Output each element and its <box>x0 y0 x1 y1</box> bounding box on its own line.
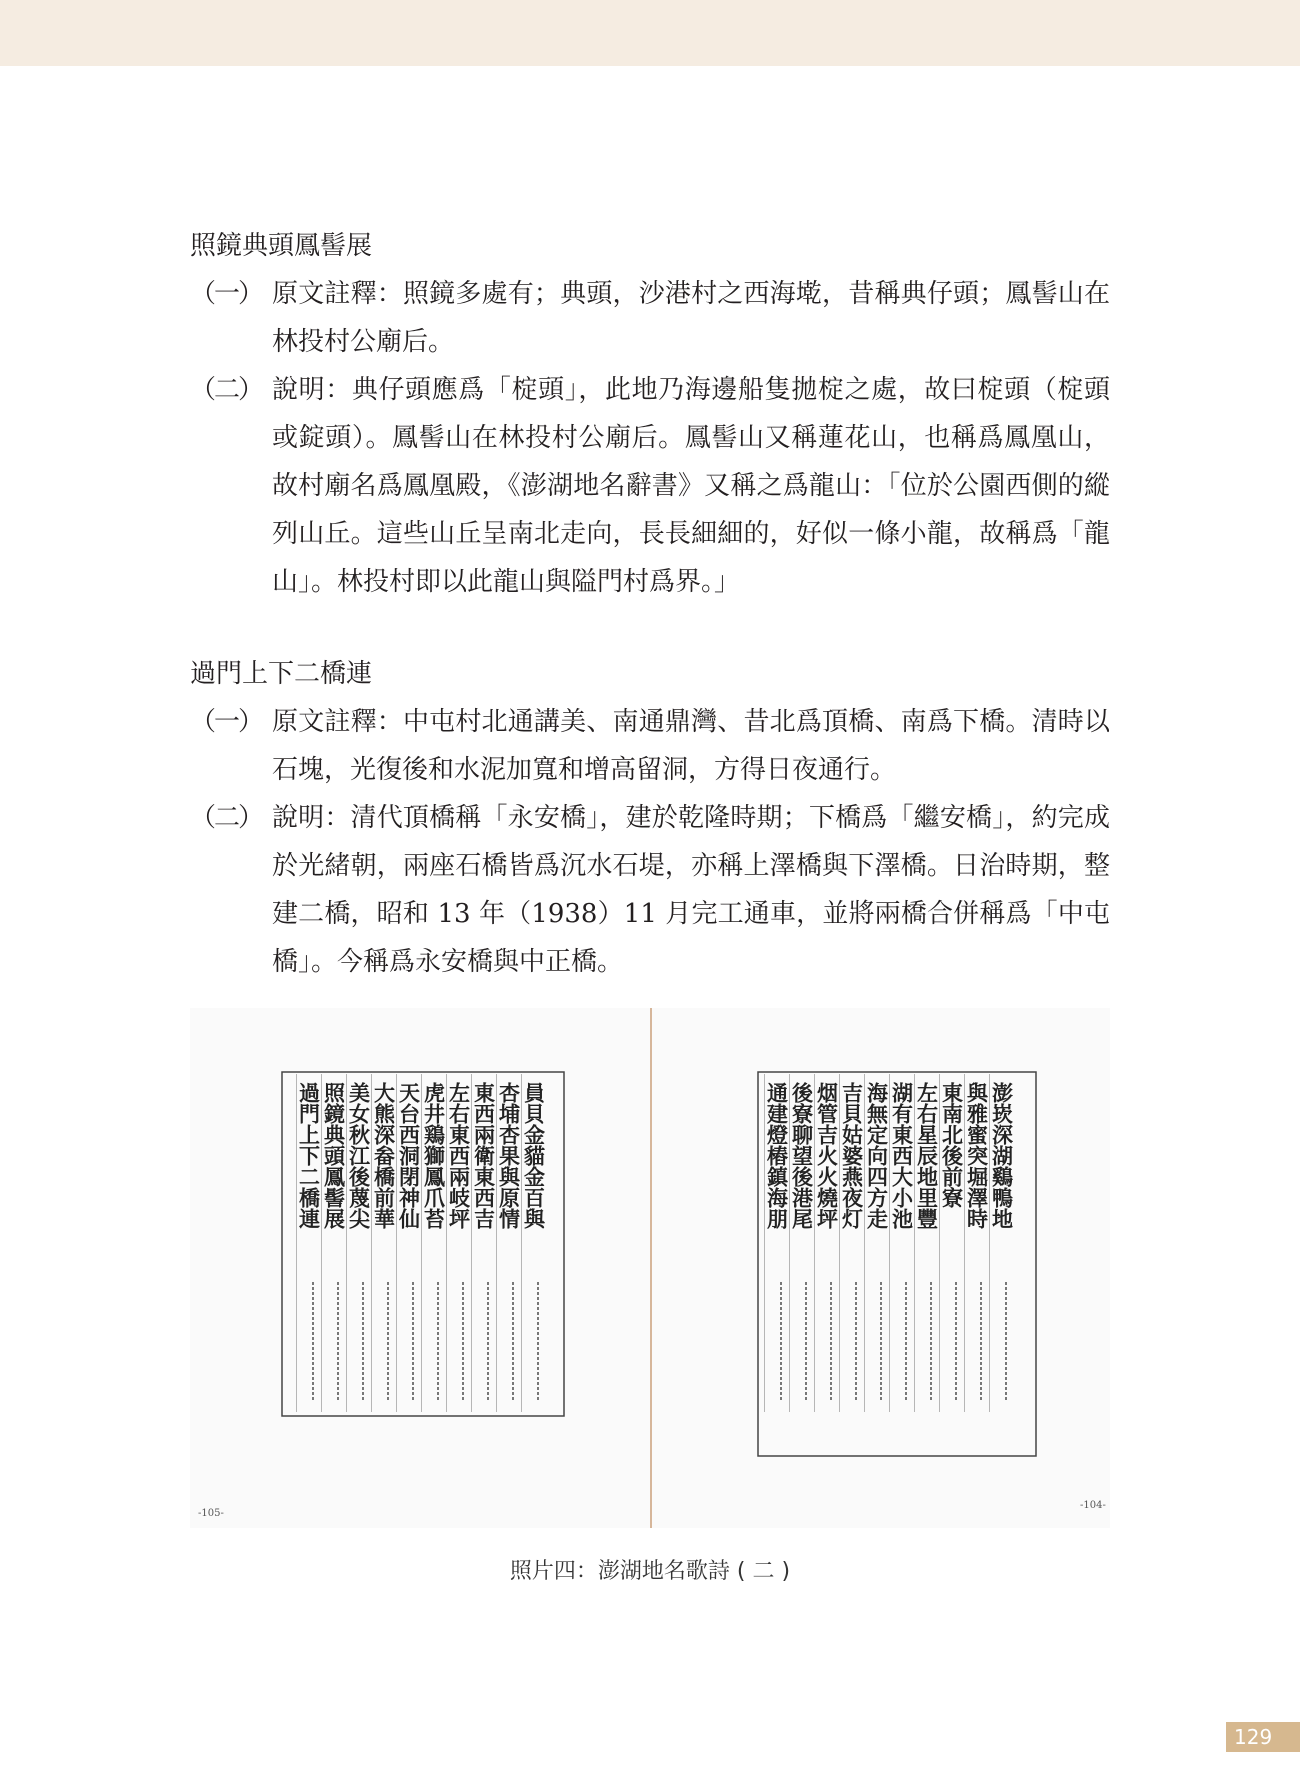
manuscript-column: 澎崁深湖鷄鴨地 <box>989 1082 1015 1229</box>
manuscript-column: 虎井鶏獅鳳爪苔 <box>421 1082 447 1229</box>
item-text: 原文註釋：中屯村北通講美、南通鼎灣、昔北爲頂橋、南爲下橋。清時以石塊，光復後和水泥加寬和增高留洞，方得日夜通行。 <box>272 707 1110 785</box>
manuscript-column: 美女秋江後蔑尖 <box>346 1082 372 1229</box>
manuscript-column: 與雅蜜突堀澤時 <box>964 1082 990 1229</box>
list-item <box>190 366 1110 606</box>
list-item <box>190 698 1110 794</box>
manuscript-column: 湖有東西大小池 <box>889 1082 915 1229</box>
page-number-tab <box>1226 1722 1300 1752</box>
manuscript-column: 員貝金貓金百與 <box>521 1082 547 1229</box>
manuscript-column: 照鏡典頭鳳髻展 <box>321 1082 347 1229</box>
right-page-number: -104- <box>1080 1500 1106 1511</box>
figure-caption: 照片四：澎湖地名歌詩 ( 二 ) <box>509 1559 791 1584</box>
manuscript-column: 東西兩衛東西吉 <box>471 1082 497 1229</box>
manuscript-photo <box>190 1008 1110 1528</box>
manuscript-column: 左右星辰地里豐 <box>914 1082 940 1229</box>
left-page-number: -105- <box>198 1508 224 1519</box>
main-text <box>190 222 1110 986</box>
item-text: 說明：清代頂橋稱「永安橋」，建於乾隆時期；下橋爲「繼安橋」，約完成於光緒朝，兩座石橋皆爲沉水石堤，亦稱上澤橋與下澤橋。日治時期，整建二橋，昭和 13 年（1938）11 月完工通車，並將兩橋合併稱爲「中屯橋」。今稱爲永安橋與中正橋。 <box>272 803 1110 977</box>
manuscript-column: 杏埔杏果與原情 <box>496 1082 522 1229</box>
item-marker: （一） <box>190 707 263 737</box>
item-marker: （一） <box>190 279 263 309</box>
section-heading: 照鏡典頭鳳髻展 <box>190 231 373 261</box>
item-marker: （二） <box>190 375 263 405</box>
item-text: 說明：典仔頭應爲「椗頭」，此地乃海邊船隻拋椗之處，故曰椗頭（椗頭或錠頭）。鳳髻山在林投村公廟后。鳳髻山又稱蓮花山，也稱爲鳳凰山，故村廟名爲鳳凰殿，《澎湖地名辭書》又稱之爲龍山：「位於公園西側的縱列山丘。這些山丘呈南北走向，長長細細的，好似一條小龍，故稱爲「龍山」。林投村即以此龍山與隘門村爲界。」 <box>272 375 1110 597</box>
manuscript-column: 後寮聊望後港尾 <box>789 1082 815 1229</box>
list-item <box>190 270 1110 366</box>
manuscript-column: 吉貝姑婆燕夜灯 <box>839 1082 865 1229</box>
list-item <box>190 794 1110 986</box>
manuscript-column: 烟管吉火火燒坪 <box>814 1082 840 1229</box>
manuscript-column: 天台西洞閉神仙 <box>396 1082 422 1229</box>
item-text: 原文註釋：照鏡多處有；典頭，沙港村之西海墘，昔稱典仔頭；鳳髻山在林投村公廟后。 <box>272 279 1110 357</box>
manuscript-column: 大熊深畚橋前華 <box>371 1082 397 1229</box>
item-marker: （二） <box>190 803 263 833</box>
page-number: 129 <box>1234 1725 1273 1749</box>
section-heading: 過門上下二橋連 <box>190 659 373 689</box>
manuscript-column: 左右東西兩岐坪 <box>446 1082 472 1229</box>
manuscript-column: 過門上下二橋連 <box>296 1082 322 1229</box>
manuscript-column: 通建燈樁鎮海朋 <box>764 1082 790 1229</box>
manuscript-column: 海無定向四方走 <box>864 1082 890 1229</box>
manuscript-column: 東南北後前寮 <box>939 1082 965 1208</box>
top-decorative-band <box>0 0 1300 66</box>
